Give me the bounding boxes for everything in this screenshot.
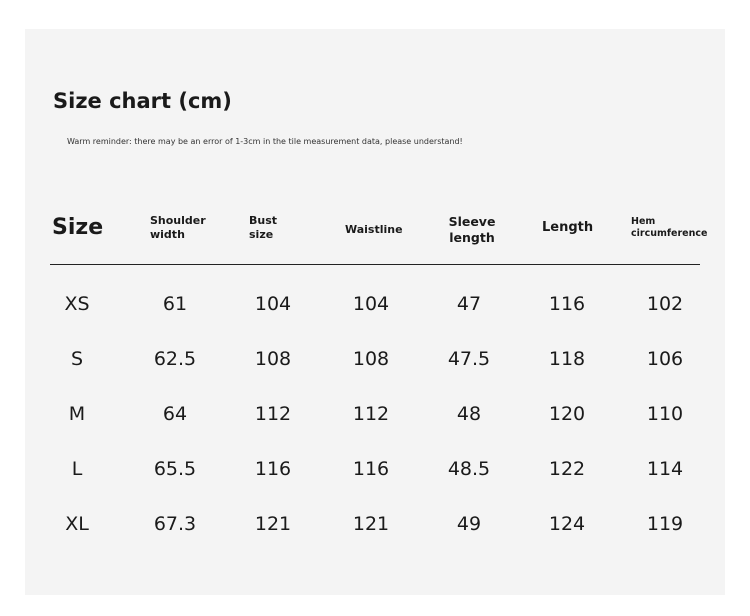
- header-sleeve-length: [447, 214, 497, 245]
- cell-length: 118: [548, 348, 586, 370]
- size-chart-card: [25, 29, 725, 595]
- cell-size: M: [68, 403, 86, 425]
- table-row: [25, 509, 725, 539]
- header-hem-line2: circumference: [631, 228, 708, 240]
- cell-bust: 116: [254, 458, 292, 480]
- header-length: Length: [542, 220, 594, 235]
- header-waistline: Waistline: [345, 223, 403, 236]
- cell-sleeve: 49: [456, 513, 482, 535]
- cell-length: 124: [548, 513, 586, 535]
- cell-shoulder: 67.3: [153, 513, 197, 535]
- header-bust-size: [249, 214, 277, 243]
- header-shoulder-width: [150, 214, 206, 243]
- cell-shoulder: 61: [162, 293, 188, 315]
- cell-sleeve: 47: [456, 293, 482, 315]
- cell-hem: 114: [646, 458, 684, 480]
- cell-bust: 121: [254, 513, 292, 535]
- cell-shoulder: 64: [162, 403, 188, 425]
- header-bust-line1: Bust: [249, 214, 278, 227]
- cell-size: XL: [65, 513, 89, 535]
- header-shoulder-line1: Shoulder: [150, 214, 206, 227]
- header-sleeve-line1: Sleeve: [448, 214, 496, 229]
- cell-bust: 108: [254, 348, 292, 370]
- cell-bust: 104: [254, 293, 292, 315]
- cell-size: S: [70, 348, 84, 370]
- cell-waist: 116: [352, 458, 390, 480]
- cell-hem: 119: [646, 513, 684, 535]
- header-hem-line1: Hem: [631, 216, 656, 227]
- header-sleeve-line2: length: [449, 229, 495, 245]
- header-divider: [50, 264, 700, 265]
- header-shoulder-line2: width: [150, 228, 185, 242]
- cell-length: 116: [548, 293, 586, 315]
- cell-hem: 102: [646, 293, 684, 315]
- page-title: Size chart (cm): [53, 89, 232, 113]
- cell-size: XS: [64, 293, 90, 315]
- cell-sleeve: 47.5: [447, 348, 491, 370]
- cell-waist: 121: [352, 513, 390, 535]
- cell-hem: 106: [646, 348, 684, 370]
- table-row: [25, 454, 725, 484]
- table-row: [25, 289, 725, 319]
- header-bust-line2: size: [249, 228, 274, 242]
- measurement-reminder: Warm reminder: there may be an error of 1-3cm in the tile measurement data, please understand!: [67, 137, 463, 146]
- cell-bust: 112: [254, 403, 292, 425]
- cell-length: 122: [548, 458, 586, 480]
- cell-sleeve: 48.5: [447, 458, 491, 480]
- cell-sleeve: 48: [456, 403, 482, 425]
- cell-waist: 104: [352, 293, 390, 315]
- cell-size: L: [71, 458, 83, 480]
- cell-shoulder: 62.5: [153, 348, 197, 370]
- cell-length: 120: [548, 403, 586, 425]
- cell-waist: 112: [352, 403, 390, 425]
- cell-waist: 108: [352, 348, 390, 370]
- cell-shoulder: 65.5: [153, 458, 197, 480]
- table-row: [25, 344, 725, 374]
- header-size: Size: [52, 215, 104, 240]
- table-row: [25, 399, 725, 429]
- header-hem-circumference: [631, 216, 707, 241]
- cell-hem: 110: [646, 403, 684, 425]
